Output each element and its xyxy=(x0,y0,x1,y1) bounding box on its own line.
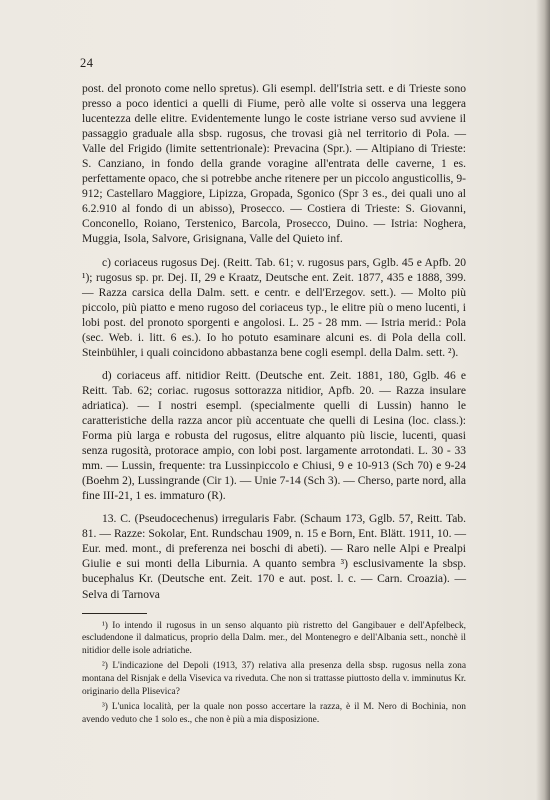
page-spine-shadow xyxy=(536,0,550,800)
page-number: 24 xyxy=(80,56,94,70)
paragraph-1: post. del pronoto come nello spretus). Gli esempl. dell'Istria sett. e di Trieste sono presso a poco identici a quelli di Fiume, però alle volte si osserva una leggera lucentezza delle elitre. Evidentemente lungo le coste istriane verso sud avviene il passaggio graduale alla sbsp. rugosus, che trovasi già nel territorio di Pola. — Valle del Frigido (limite settentrionale): Prevacina (Spr.). — Altipiano di Trieste: S. Canziano, in fondo della grande voragine all'entrata delle caverne, 1 es. perfettamente opaco, che si potrebbe anche ritenere per un piccolo angusticollis, 9-912; Castellaro Maggiore, Lipizza, Gropada, Sgonico (Spr 3 es., dei quali uno al 6.2.910 al fondo di un abisso), Prosecco. — Costiera di Trieste: S. Giovanni, Conconello, Roiano, Terstenico, Barcola, Prosecco, Duino. — Istria: Noghera, Muggia, Isola, Salvore, Grisignana, Valle del Quieto inf. xyxy=(82,83,466,246)
footnotes xyxy=(82,620,466,727)
footnote-2: ²) L'indicazione del Depoli (1913, 37) relativa alla presenza della sbsp. rugosus nella zona montana del Risnjak e della Visevica va riveduta. Che non si trattasse piuttosto della v. imminutus Kr. originario della Plisevica? xyxy=(82,661,466,697)
paragraph-3: d) coriaceus aff. nitidior Reitt. (Deutsche ent. Zeit. 1881, 180, Gglb. 46 e Reitt. Tab. 62; coriac. rugosus sottorazza nitidior, Apfb. 20. — Razza insulare adriatica). — I nostri esempl. (specialmente quelli di Lussin) hanno le caratteristiche della razza ancor più accentuate che quelli di Lesina (loc. class.): Forma più larga e robusta del rugosus, elitre alquanto più liscie, lucenti, quasi senza rugosità, protorace ampio, con lobi post. largamente arrotondati. L. 30 - 33 mm. — Lussin, frequente: tra Lussinpiccolo e Chiusi, 9 e 10-913 (Sch 70) e 9-24 (Boehm 2), Lussingrande (Cir 1). — Unie 7-14 (Sch 3). — Cherso, parte nord, alla fine III-21, 1 es. immaturo (R). xyxy=(82,369,466,503)
footnote-1: ¹) Io intendo il rugosus in un senso alquanto più ristretto del Gangibauer e dell'Apfelbeck, escludendone il dalmaticus, proprio della Dalm. mer., del Montenegro e dell'Albania sett., nonchè il nitidior delle isole adriatiche. xyxy=(82,620,466,656)
paragraph-4: 13. C. (Pseudocechenus) irregularis Fabr. (Schaum 173, Gglb. 57, Reitt. Tab. 81. — Razze: Sokolar, Ent. Rundschau 1909, n. 15 e Born, Ent. Blätt. 1911, 10. — Eur. med. mont., di preferenza nei boschi di abeti). — Raro nelle Alpi e Prealpi Giulie e sui monti della Liburnia. A quanto sembra ³) esclusivamente la sbsp. bucephalus Kr. (Deutsche ent. Zeit. 170 e aut. post. l. c. — Carn. Croazia). — Selva di Tarnova xyxy=(82,513,466,601)
footnote-divider xyxy=(82,613,147,614)
paragraph-2: c) coriaceus rugosus Dej. (Reitt. Tab. 61; v. rugosus pars, Gglb. 45 e Apfb. 20 ¹); rugosus sp. pr. Dej. II, 29 e Kraatz, Deutsche ent. Zeit. 1877, 435 e 1888, 399. — Razza carsica della Dalm. sett. e centr. e dell'Erzegov. sett.). — Molto più piccolo, più piatto e meno rugoso del coriaceus typ., le elitre più o meno lucenti, i lobi post. del pronoto sporgenti e angolosi. L. 25 - 28 mm. — Istria merid.: Pola (sec. Web. i. litt. 6 es.). Io ho potuto esaminare alcuni es. di Pola della coll. Steinbühler, i quali coincidono abbastanza bene cogli esempl. della Dalm. sett. ²). xyxy=(82,256,466,359)
footnote-3: ³) L'unica località, per la quale non posso accertare la razza, è il M. Nero di Bochinia, non avendo veduto che 1 solo es., che non è più a mia disposizione. xyxy=(82,702,466,725)
body-text xyxy=(82,82,466,729)
